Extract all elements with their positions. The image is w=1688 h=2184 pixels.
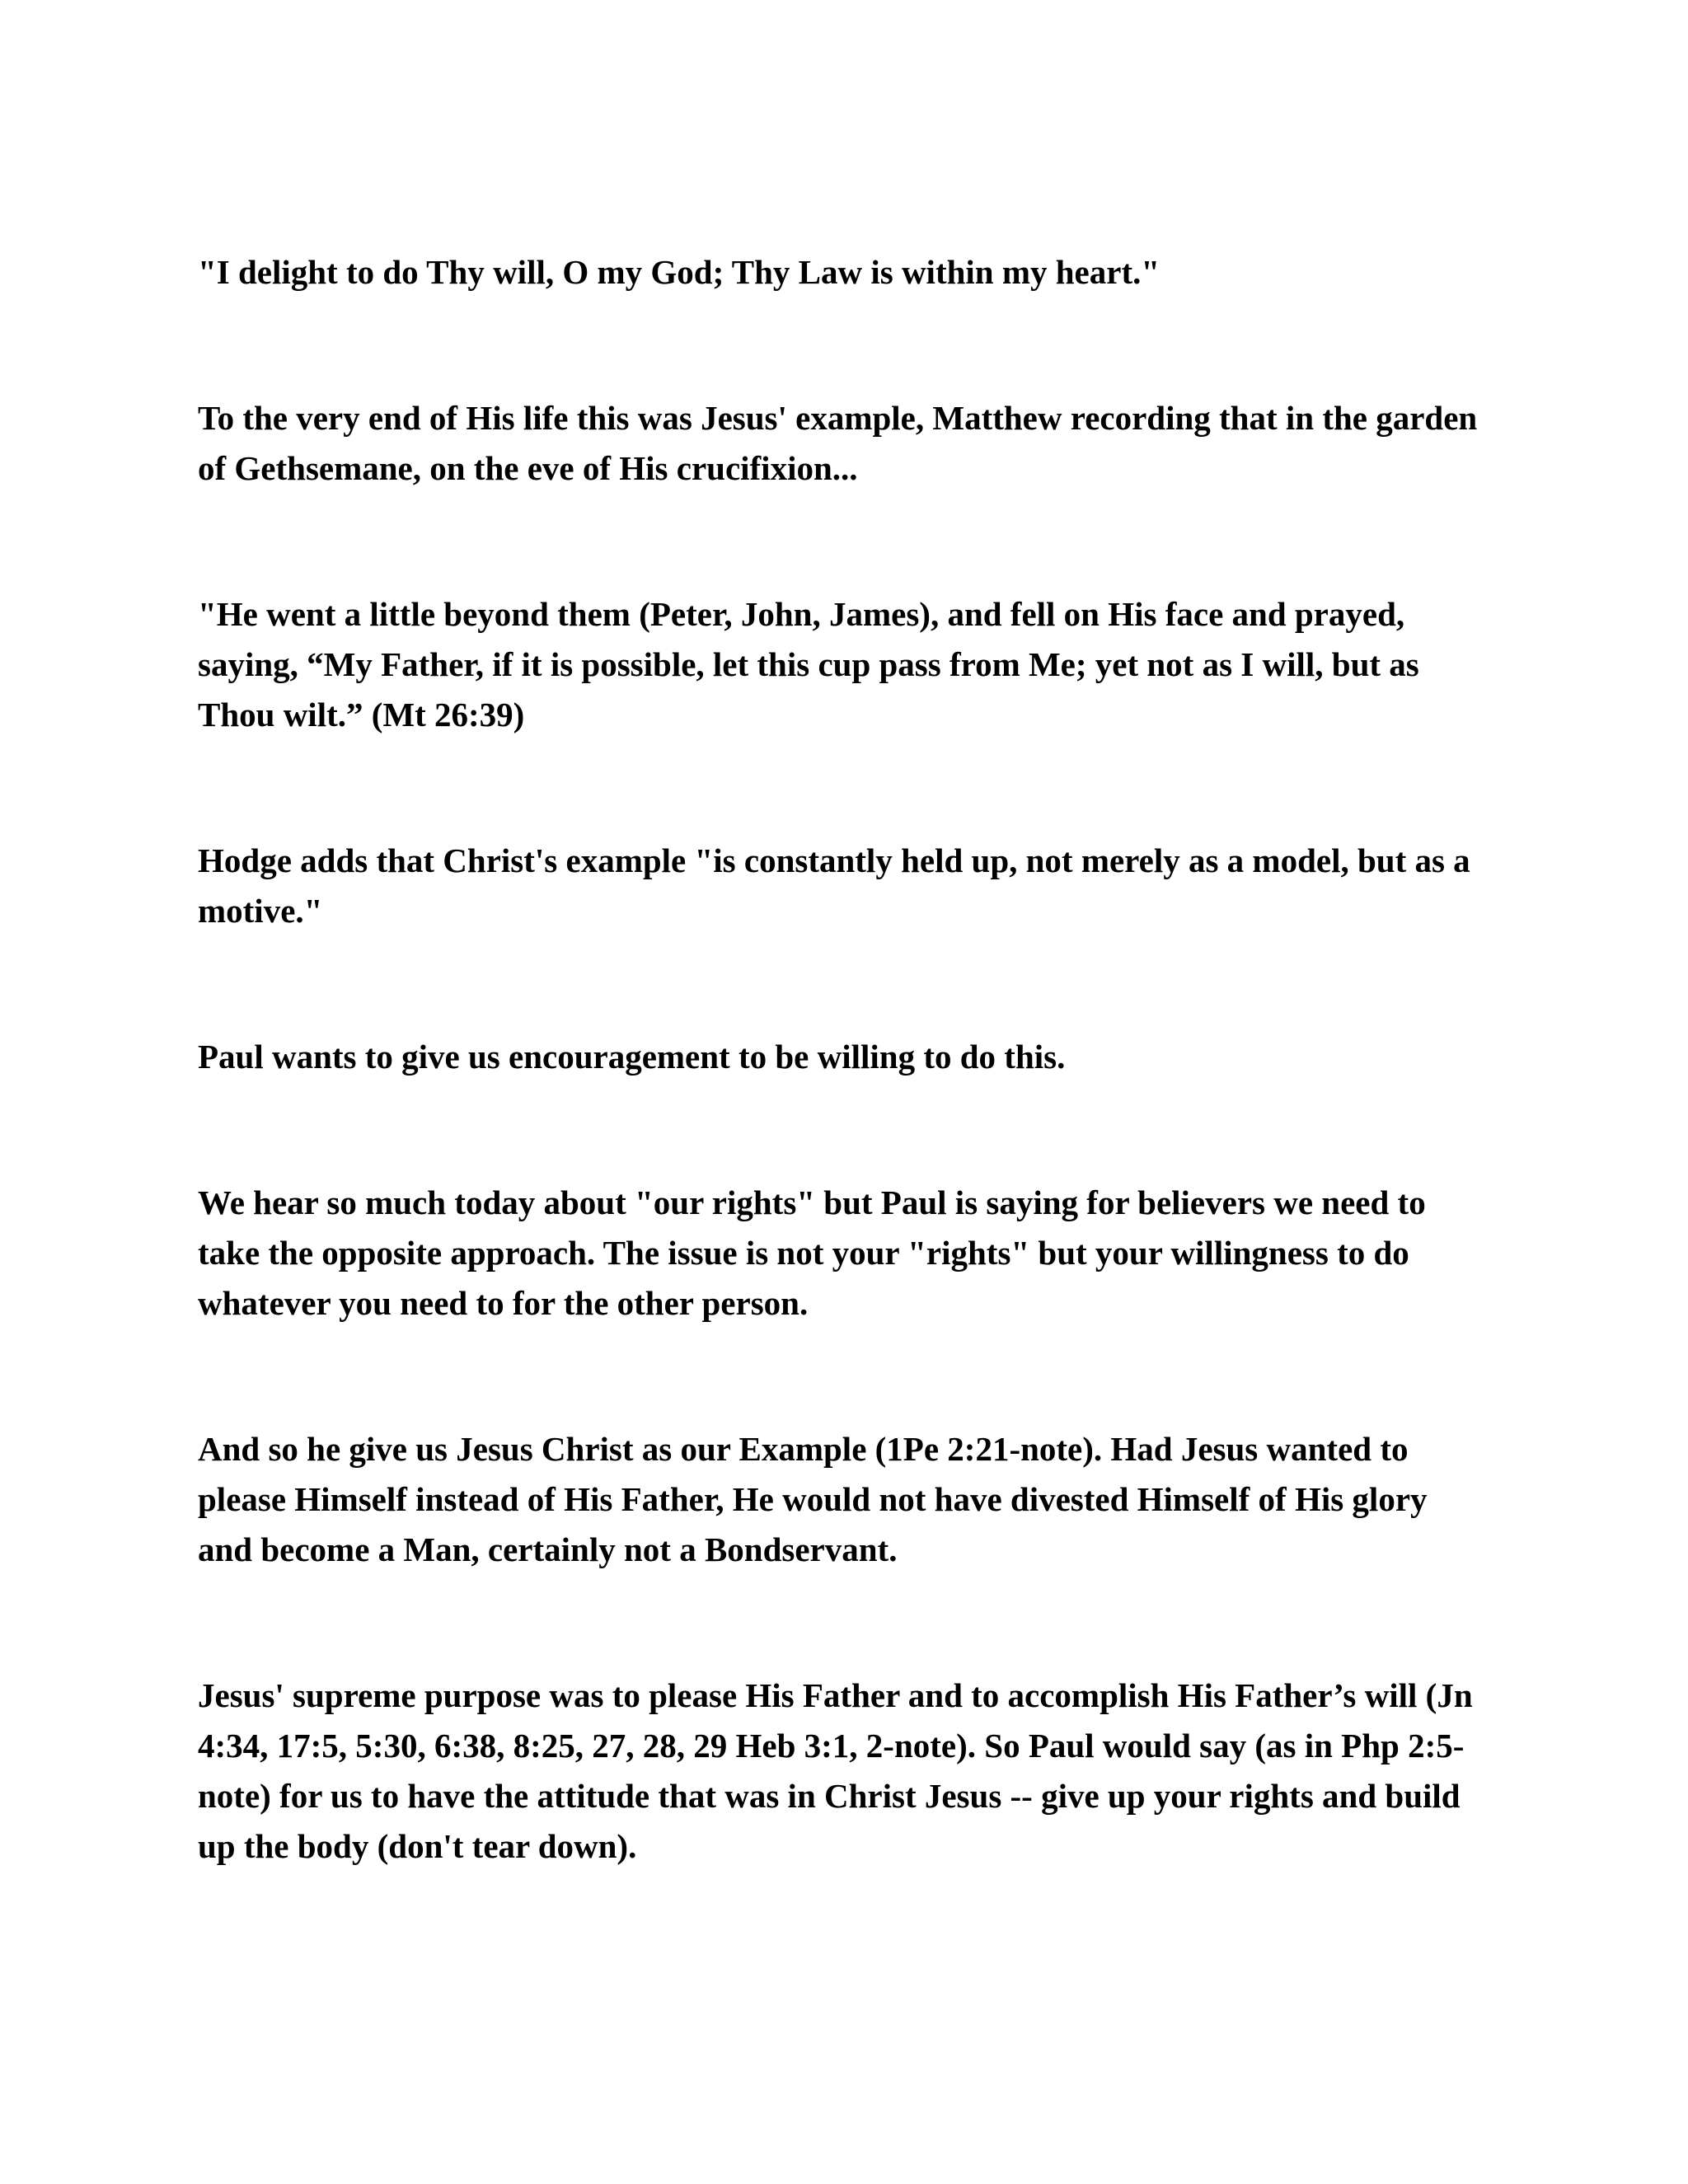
paragraph-quote-psalm: "I delight to do Thy will, O my God; Thy Law is within my heart." <box>198 253 1160 291</box>
paragraph-supreme-purpose: Jesus' supreme purpose was to please His Father and to accomplish His Father’s will (Jn 4:34, 17:5, 5:30, 6:38, 8:25, 27, 28, 29 Heb 3:1, 2-note). So Paul would say (as in Php 2:5-note) for us to have the attitude that was in Christ Jesus -- give up your rights and build up the body (don't tear down). <box>198 1676 1481 1865</box>
document-body <box>198 247 1484 1872</box>
paragraph-our-rights: We hear so much today about "our rights" but Paul is saying for believers we need to take the opposite approach. The issue is not your "rights" but your willingness to do whatever you need to for the other person. <box>198 1183 1434 1322</box>
paragraph-hodge: Hodge adds that Christ's example "is constantly held up, not merely as a model, but as a motive." <box>198 841 1479 930</box>
paragraph-paul-encouragement: Paul wants to give us encouragement to be willing to do this. <box>198 1038 1066 1076</box>
paragraph-jesus-example: To the very end of His life this was Jesus' example, Matthew recording that in the garden of Gethsemane, on the eve of His crucifixion... <box>198 399 1486 487</box>
paragraph-gethsemane-quote: "He went a little beyond them (Peter, John, James), and fell on His face and prayed, saying, “My Father, if it is possible, let this cup pass from Me; yet not as I will, but as Thou wilt.” (Mt 26:39) <box>198 595 1428 733</box>
paragraph-our-example: And so he give us Jesus Christ as our Example (1Pe 2:21-note). Had Jesus wanted to please Himself instead of His Father, He would not have divested Himself of His glory and become a Man, certainly not a Bondservant. <box>198 1430 1436 1568</box>
